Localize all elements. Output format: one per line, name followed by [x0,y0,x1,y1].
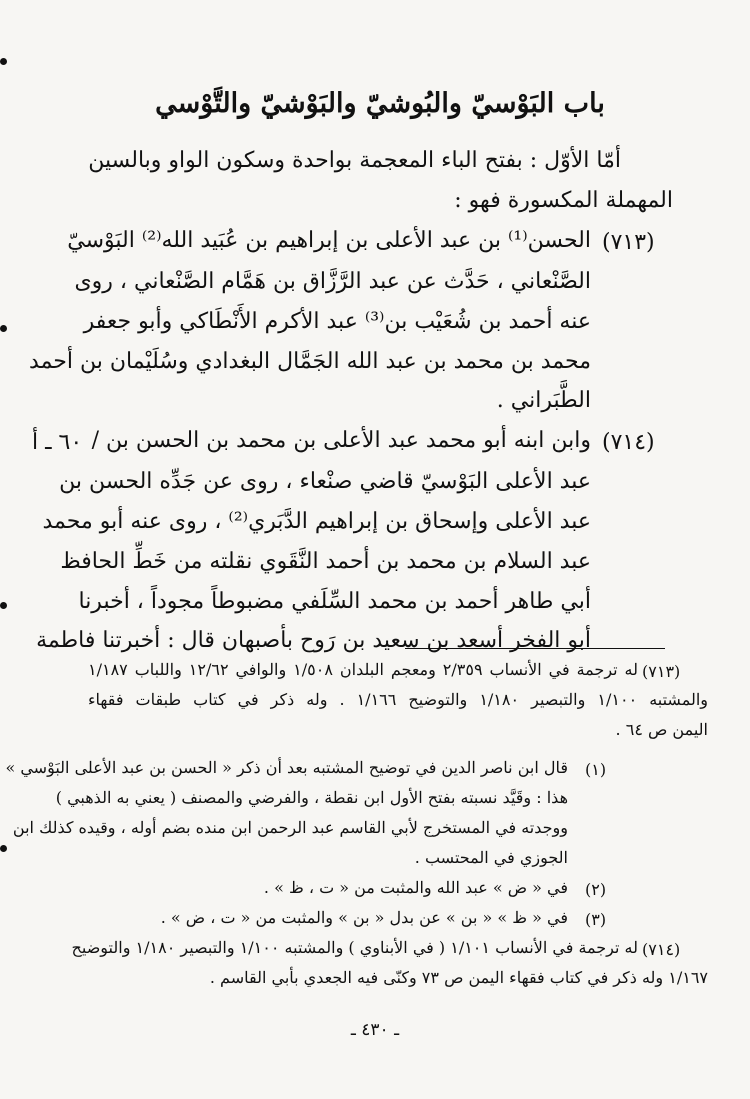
footnote-line: له ترجمة في الأنساب ١/١٠١ ( في الأبناوي ) والمشتبه ١/١٠٠ والتبصير ١/١٨٠ والتوضيح [71,938,638,957]
footnote-label: (٧١٣) [642,662,681,681]
intro-line: أمّا الأوّل : بفتح الباء المعجمة بواحدة وسكون الواو وبالسين [88,148,621,173]
footnote-line: في « ض » عبد الله والمثبت من « ت ، ظ » . [263,878,568,897]
entry-line: عبد الأعلى وإسحاق بن إبراهيم الدَّبَري⁽²⁾ ، روى عنه أبو محمد [42,509,591,534]
footnote-line: له ترجمة في الأنساب ٢/٣٥٩ ومعجم البلدان ١/٥٠٨ والوافي ١٢/٦٢ واللباب ١/١٨٧ [88,660,639,679]
footnote-line: اليمن ص ٦٤ . [615,720,708,739]
chapter-title: باب البَوْسيّ والبُوشيّ والبَوْشيّ والتَّوْسي [155,88,605,119]
footnote-line: والمشتبه ١/١٠٠ والتبصير ١/١٨٠ والتوضيح ١/١٦٦ . وله ذكر في كتاب طبقات فقهاء [88,690,708,709]
entry-line: الصَّنْعاني ، حَدَّث عن عبد الرَّزَّاق بن هَمَّام الصَّنْعاني ، روى [74,269,591,294]
binding-hole-mark [0,602,7,609]
footnote-line: قال ابن ناصر الدين في توضيح المشتبه بعد أن ذكر « الحسن بن عبد الأعلى البَوْسي » [5,758,568,777]
footnote-line: الجوزي في المحتسب . [414,848,568,867]
entry-line: أبو الفخر أسعد بن سعيد بن رَوح بأصبهان قال : أخبرتنا فاطمة [36,628,591,653]
footnote-line: هذا : وقَيَّد نسبته بفتح الأول ابن نقطة ، والفرضي والمصنف ( يعني به الذهبي ) [55,788,568,807]
footnote-label: (١) [585,760,607,779]
entry-line: الحسن⁽¹⁾ بن عبد الأعلى بن إبراهيم بن عُبَيد الله⁽²⁾ البَوْسيّ [67,228,591,253]
entry-number: (٧١٣) [602,230,655,255]
footnote-separator [405,648,665,649]
entry-line: وابن ابنه أبو محمد عبد الأعلى بن محمد بن الحسن بن / [91,428,591,453]
binding-hole-mark [0,845,7,852]
footnote-line: ووجدته في المستخرج لأبي القاسم عبد الرحمن ابن منده بضم أوله ، وقيده كذلك ابن [12,818,568,837]
binding-hole-mark [0,58,7,65]
entry-line: محمد بن محمد بن عبد الله الجَمَّال البغدادي وسُلَيْمان بن أحمد [29,349,591,374]
entry-line: أبي طاهر أحمد بن محمد السِّلَفي مضبوطاً مجوداً ، أخبرنا [78,589,591,614]
manuscript-folio-note: ٦٠ ـ أ [32,430,83,455]
footnote-label: (٧١٤) [642,940,681,959]
entry-line: عنه أحمد بن شُعَيْب بن⁽³⁾ عبد الأكرم الأَنْطَاكي وأبو جعفر [83,309,591,334]
binding-hole-mark [0,325,7,332]
intro-line: المهملة المكسورة فهو : [454,188,673,213]
entry-line: الطَّبَراني . [496,388,591,413]
entry-line: عبد الأعلى البَوْسيّ قاضي صنْعاء ، روى عن جَدِّه الحسن بن [59,469,591,494]
page-number: ـ ٤٣٠ ـ [350,1020,400,1040]
entry-number: (٧١٤) [602,430,655,455]
footnote-label: (٢) [585,880,607,899]
footnote-label: (٣) [585,910,607,929]
footnote-line: ١/١٦٧ وله ذكر في كتاب فقهاء اليمن ص ٧٣ وكنّى فيه الجعدي بأبي القاسم . [209,968,708,987]
entry-line: عبد السلام بن محمد بن أحمد النَّقَوي نقلته من خَطِّ الحافظ [60,549,591,574]
footnote-line: في « ظ » « بن » عن بدل « بن » والمثبت من « ت ، ض » . [160,908,568,927]
